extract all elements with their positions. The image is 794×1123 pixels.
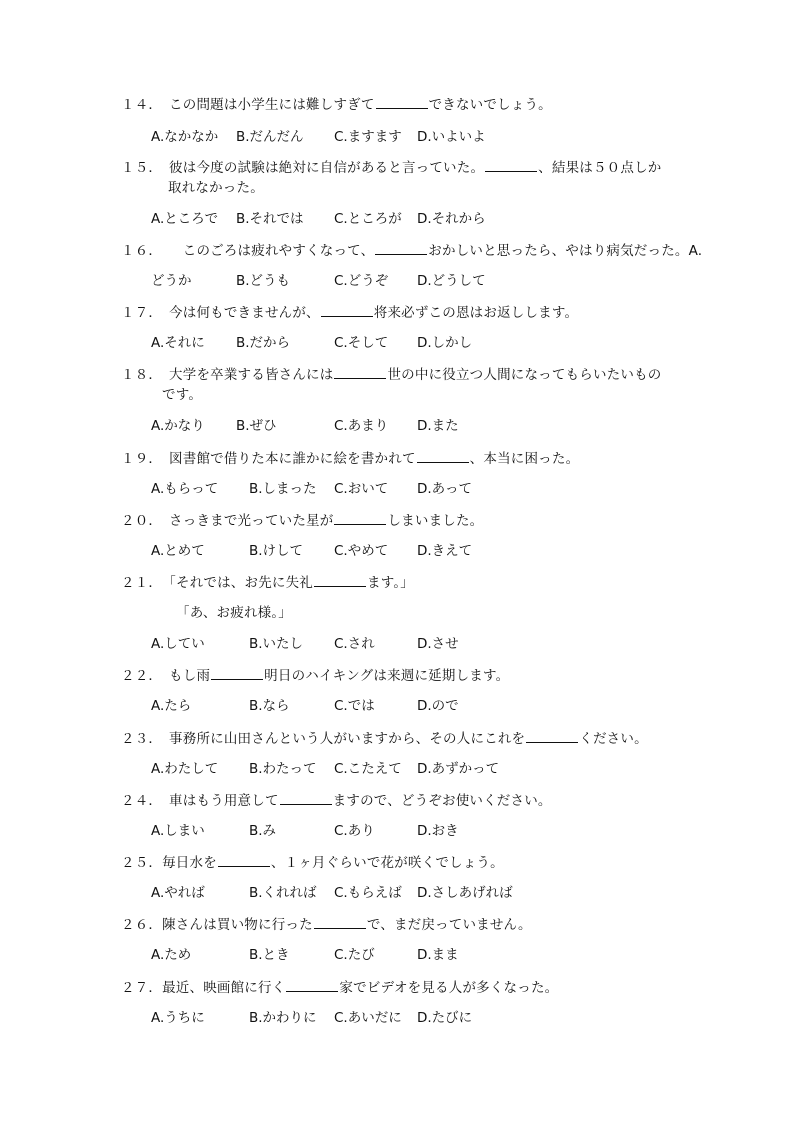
question-20: [121, 512, 483, 529]
option-d[interactable]: D.きえて: [417, 543, 473, 559]
question-23: [121, 730, 648, 747]
question-text: できないでしょう。: [428, 97, 552, 113]
option-c[interactable]: C.そして: [334, 335, 389, 351]
question-text: 将来必ずこの恩はお返しします。: [373, 305, 579, 321]
answer-blank[interactable]: [485, 159, 537, 172]
question-text: このごろは疲れやすくなって、: [155, 243, 375, 259]
answer-blank[interactable]: [280, 792, 332, 805]
option-d[interactable]: D.それから: [417, 211, 486, 227]
question-text: 今は何もできませんが、: [155, 305, 320, 321]
option-a[interactable]: A.とめて: [151, 543, 205, 559]
option-a[interactable]: A.それに: [151, 335, 205, 351]
option-b[interactable]: B.いたし: [249, 636, 304, 652]
option-b[interactable]: B.しまった: [249, 481, 317, 497]
option-a[interactable]: A.たら: [151, 698, 192, 714]
question-number: ２５．: [121, 855, 163, 871]
option-a[interactable]: A.もらって: [151, 481, 219, 497]
question-22: [121, 667, 509, 684]
option-b[interactable]: B.だから: [236, 335, 291, 351]
question-text: もし雨: [155, 668, 211, 684]
question-27: [121, 979, 558, 996]
option-b[interactable]: B.かわりに: [249, 1010, 317, 1026]
answer-blank[interactable]: [211, 667, 263, 680]
question-number: ２３．: [121, 731, 156, 747]
question-text: しまいました。: [387, 513, 484, 529]
question-text: この問題は小学生には難しすぎて: [155, 97, 375, 113]
answer-blank[interactable]: [314, 916, 366, 929]
question-text: で、まだ戻っていません。: [366, 917, 532, 933]
answer-blank[interactable]: [375, 242, 427, 255]
question-text: おかしいと思ったら、やはり病気だった。A.: [428, 243, 703, 259]
option-c[interactable]: C.では: [334, 698, 375, 714]
question-number: ２２．: [121, 668, 156, 684]
question-text: 車はもう用意して: [155, 793, 279, 809]
option-c[interactable]: C.あまり: [334, 418, 389, 434]
answer-blank[interactable]: [334, 366, 386, 379]
question-19: [121, 450, 579, 467]
option-c[interactable]: C.ますます: [334, 129, 402, 145]
option-c[interactable]: C.もらえば: [334, 885, 402, 901]
option-d[interactable]: D.あずかって: [417, 761, 500, 777]
question-text: 家でビデオを見る人が多くなった。: [339, 980, 559, 996]
question-text: 図書館で借りた本に誰かに絵を書かれて: [155, 451, 416, 467]
option-d[interactable]: D.いよいよ: [417, 129, 486, 145]
question-18-continuation: です。: [162, 387, 203, 403]
question-number: ２６．: [121, 917, 163, 933]
question-26: [121, 916, 532, 933]
question-number: １９．: [121, 451, 156, 467]
option-c[interactable]: C.やめて: [334, 543, 389, 559]
option-d[interactable]: D.おき: [417, 823, 459, 839]
answer-blank[interactable]: [321, 304, 373, 317]
answer-blank[interactable]: [286, 979, 338, 992]
question-24: [121, 792, 552, 809]
option-d[interactable]: D.しかし: [417, 335, 473, 351]
question-text: 事務所に山田さんという人がいますから、その人にこれを: [155, 731, 526, 747]
option-d[interactable]: D.たびに: [417, 1010, 473, 1026]
option-b[interactable]: B.なら: [249, 698, 290, 714]
option-d[interactable]: D.また: [417, 418, 459, 434]
option-b[interactable]: B.わたって: [249, 761, 317, 777]
question-number: ２１．: [121, 575, 156, 591]
question-text: 、結果は５０点しか: [538, 160, 662, 176]
option-a[interactable]: A.しまい: [151, 823, 205, 839]
question-21: [121, 574, 414, 591]
option-d[interactable]: D.させ: [417, 636, 459, 652]
option-d[interactable]: D.あって: [417, 481, 473, 497]
option-a[interactable]: A.わたして: [151, 761, 219, 777]
option-d[interactable]: D.どうして: [417, 273, 486, 289]
question-text: ます。」: [367, 575, 414, 591]
option-b[interactable]: B.とき: [249, 947, 290, 963]
option-a[interactable]: A.してい: [151, 636, 205, 652]
question-text: 陳さんは買い物に行った: [162, 917, 313, 933]
question-text: 大学を卒業する皆さんには: [155, 367, 334, 383]
question-number: ２７．: [121, 980, 163, 996]
question-number: ２０．: [121, 513, 156, 529]
option-a[interactable]: A.なかなか: [151, 129, 219, 145]
answer-blank[interactable]: [334, 512, 386, 525]
option-a[interactable]: A.うちに: [151, 1010, 205, 1026]
option-a[interactable]: A.かなり: [151, 418, 205, 434]
question-16: [121, 242, 702, 259]
option-d[interactable]: D.まま: [417, 947, 459, 963]
question-text: ますので、どうぞお使いください。: [332, 793, 552, 809]
question-text: 最近、映画館に行く: [162, 980, 286, 996]
answer-blank[interactable]: [526, 730, 578, 743]
option-b[interactable]: B.それでは: [236, 211, 304, 227]
option-a[interactable]: A.ところで: [151, 211, 219, 227]
answer-blank[interactable]: [218, 854, 270, 867]
question-number: １８．: [121, 367, 156, 383]
question-21-continuation: 「あ、お疲れ様。」: [176, 605, 293, 621]
option-b[interactable]: B.ぜひ: [236, 418, 277, 434]
question-17: [121, 304, 578, 321]
option-b[interactable]: B.くれれば: [249, 885, 317, 901]
answer-blank[interactable]: [417, 450, 469, 463]
question-number: ２４．: [121, 793, 156, 809]
option-c[interactable]: C.あいだに: [334, 1010, 402, 1026]
question-number: １５．: [121, 160, 156, 176]
question-text: ください。: [579, 731, 648, 747]
option-c[interactable]: C.され: [334, 636, 375, 652]
answer-blank[interactable]: [376, 96, 428, 109]
option-c[interactable]: C.こたえて: [334, 761, 402, 777]
question-15-continuation: 取れなかった。: [168, 180, 264, 196]
question-text: さっきまで光っていた星が: [155, 513, 334, 529]
option-b[interactable]: B.けして: [249, 543, 304, 559]
option-b[interactable]: B.だんだん: [236, 129, 304, 145]
question-text: 毎日水を: [162, 855, 217, 871]
question-text: 彼は今度の試験は絶対に自信があると言っていた。: [155, 160, 485, 176]
question-text: 、１ヶ月ぐらいで花が咲くでしょう。: [270, 855, 504, 871]
option-a[interactable]: A.やれば: [151, 885, 205, 901]
answer-blank[interactable]: [314, 574, 366, 587]
question-number: １４．: [121, 97, 156, 113]
question-number: １６．: [121, 243, 156, 259]
question-15: [121, 159, 661, 176]
option-c[interactable]: C.ところが: [334, 211, 402, 227]
option-c[interactable]: C.たび: [334, 947, 375, 963]
question-25: [121, 854, 504, 871]
option-c[interactable]: C.あり: [334, 823, 375, 839]
option-b[interactable]: B.み: [249, 823, 277, 839]
option-a[interactable]: どうか: [151, 273, 192, 289]
option-c[interactable]: C.どうぞ: [334, 273, 389, 289]
question-text: 明日のハイキングは来週に延期します。: [264, 668, 510, 684]
question-18: [121, 366, 661, 383]
question-text: 世の中に役立つ人間になってもらいたいもの: [387, 367, 662, 383]
question-text: 「それでは、お先に失礼: [155, 575, 314, 591]
question-text: 、本当に困った。: [469, 451, 580, 467]
option-d[interactable]: D.ので: [417, 698, 459, 714]
question-number: １７．: [121, 305, 156, 321]
question-14: [121, 96, 552, 113]
option-c[interactable]: C.おいて: [334, 481, 389, 497]
option-a[interactable]: A.ため: [151, 947, 192, 963]
option-d[interactable]: D.さしあげれば: [417, 885, 513, 901]
option-b[interactable]: B.どうも: [236, 273, 291, 289]
